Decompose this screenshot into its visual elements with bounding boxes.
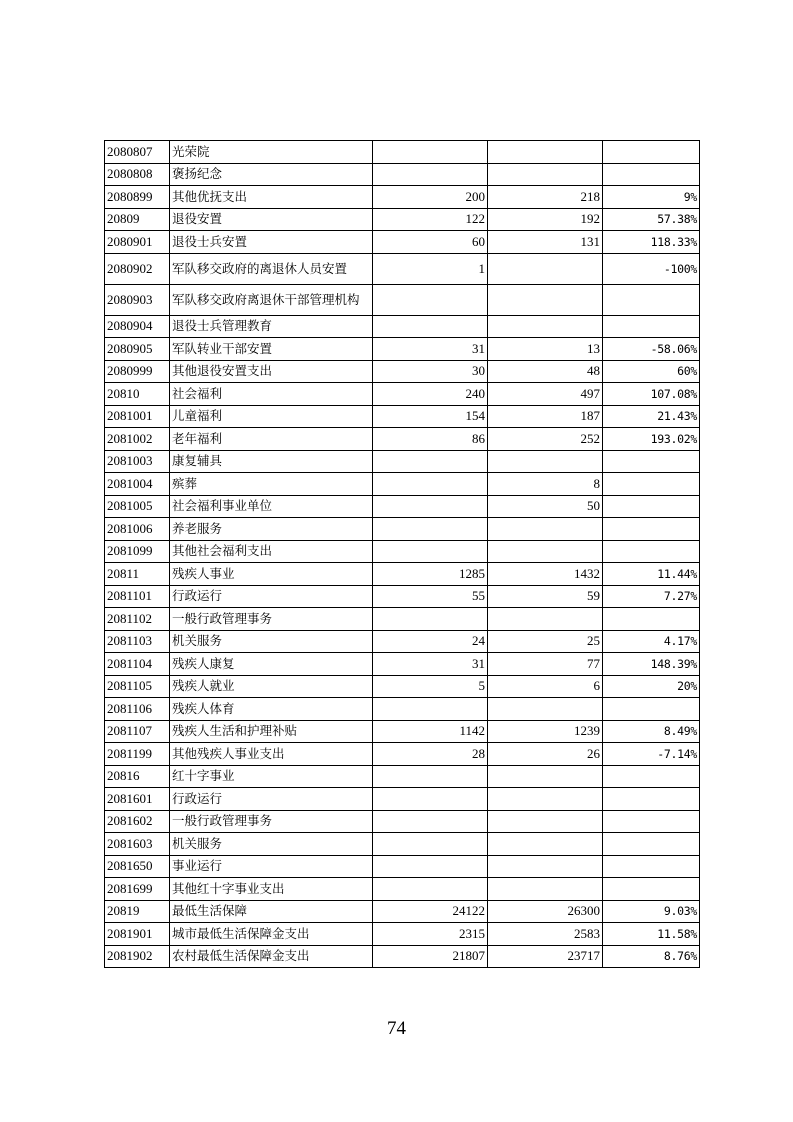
row-value-current: 252: [488, 428, 603, 451]
row-change-percent: -7.14%: [603, 743, 700, 766]
row-value-prior: 24: [373, 630, 488, 653]
row-code: 2080902: [105, 253, 170, 284]
row-code: 2081602: [105, 810, 170, 833]
row-change-percent: [603, 878, 700, 901]
row-change-percent: -58.06%: [603, 338, 700, 361]
row-value-current: [488, 765, 603, 788]
row-name: 红十字事业: [170, 765, 373, 788]
row-change-percent: 4.17%: [603, 630, 700, 653]
row-value-prior: 2315: [373, 923, 488, 946]
row-value-prior: 31: [373, 338, 488, 361]
row-change-percent: 193.02%: [603, 428, 700, 451]
row-name: 社会福利: [170, 383, 373, 406]
row-value-prior: [373, 315, 488, 338]
row-name: 退役士兵管理教育: [170, 315, 373, 338]
table-row: [105, 428, 700, 451]
row-change-percent: [603, 284, 700, 315]
row-value-prior: 200: [373, 186, 488, 209]
row-name: 城市最低生活保障金支出: [170, 923, 373, 946]
row-name: 残疾人生活和护理补贴: [170, 720, 373, 743]
row-value-current: [488, 608, 603, 631]
table-row: [105, 630, 700, 653]
row-change-percent: -100%: [603, 253, 700, 284]
row-value-current: 59: [488, 585, 603, 608]
row-change-percent: 8.76%: [603, 945, 700, 968]
row-value-prior: [373, 810, 488, 833]
row-value-prior: 30: [373, 360, 488, 383]
row-value-current: [488, 878, 603, 901]
row-code: 2081650: [105, 855, 170, 878]
table-row: [105, 253, 700, 284]
table-row: [105, 141, 700, 164]
row-name: 军队移交政府离退休干部管理机构: [170, 284, 373, 315]
table-row: [105, 585, 700, 608]
row-value-prior: [373, 698, 488, 721]
row-value-current: [488, 315, 603, 338]
table-row: [105, 540, 700, 563]
row-code: 2081002: [105, 428, 170, 451]
row-value-current: 187: [488, 405, 603, 428]
table-row: [105, 473, 700, 496]
row-code: 20810: [105, 383, 170, 406]
row-code: 20811: [105, 563, 170, 586]
row-value-prior: 122: [373, 208, 488, 231]
row-name: 行政运行: [170, 585, 373, 608]
table-body: [105, 141, 700, 968]
row-code: 2081902: [105, 945, 170, 968]
row-change-percent: 148.39%: [603, 653, 700, 676]
row-value-current: 497: [488, 383, 603, 406]
row-change-percent: [603, 855, 700, 878]
row-name: 农村最低生活保障金支出: [170, 945, 373, 968]
table-row: [105, 360, 700, 383]
table-row: [105, 788, 700, 811]
table-row: [105, 653, 700, 676]
row-value-prior: [373, 473, 488, 496]
row-code: 2081901: [105, 923, 170, 946]
row-code: 2081199: [105, 743, 170, 766]
row-value-prior: [373, 518, 488, 541]
row-code: 2080904: [105, 315, 170, 338]
row-value-prior: 1285: [373, 563, 488, 586]
row-change-percent: [603, 518, 700, 541]
row-change-percent: 57.38%: [603, 208, 700, 231]
row-value-prior: 21807: [373, 945, 488, 968]
row-name: 其他社会福利支出: [170, 540, 373, 563]
row-value-prior: [373, 878, 488, 901]
row-value-current: [488, 698, 603, 721]
row-change-percent: 8.49%: [603, 720, 700, 743]
row-value-current: 6: [488, 675, 603, 698]
table-row: [105, 855, 700, 878]
row-value-prior: 24122: [373, 900, 488, 923]
row-code: 2081099: [105, 540, 170, 563]
table-row: [105, 675, 700, 698]
row-change-percent: [603, 765, 700, 788]
row-name: 残疾人体育: [170, 698, 373, 721]
row-code: 2080903: [105, 284, 170, 315]
row-name: 行政运行: [170, 788, 373, 811]
row-value-current: 77: [488, 653, 603, 676]
row-code: 2081103: [105, 630, 170, 653]
row-change-percent: 11.44%: [603, 563, 700, 586]
row-change-percent: [603, 833, 700, 856]
row-change-percent: 118.33%: [603, 231, 700, 254]
row-name: 老年福利: [170, 428, 373, 451]
table-row: [105, 743, 700, 766]
row-code: 20816: [105, 765, 170, 788]
row-code: 2081102: [105, 608, 170, 631]
table-row: [105, 383, 700, 406]
row-value-current: [488, 163, 603, 186]
row-value-current: [488, 141, 603, 164]
row-value-prior: 86: [373, 428, 488, 451]
row-code: 2081006: [105, 518, 170, 541]
row-value-current: [488, 855, 603, 878]
row-name: 儿童福利: [170, 405, 373, 428]
table-row: [105, 563, 700, 586]
row-name: 其他残疾人事业支出: [170, 743, 373, 766]
row-value-prior: [373, 141, 488, 164]
row-value-prior: 31: [373, 653, 488, 676]
row-change-percent: [603, 698, 700, 721]
row-value-current: 8: [488, 473, 603, 496]
table-row: [105, 923, 700, 946]
row-code: 2080901: [105, 231, 170, 254]
row-change-percent: [603, 495, 700, 518]
table-row: [105, 338, 700, 361]
row-value-prior: [373, 163, 488, 186]
table-row: [105, 284, 700, 315]
row-value-prior: [373, 450, 488, 473]
table-row: [105, 833, 700, 856]
row-change-percent: 60%: [603, 360, 700, 383]
row-code: 2081005: [105, 495, 170, 518]
row-change-percent: 11.58%: [603, 923, 700, 946]
row-code: 20819: [105, 900, 170, 923]
row-value-prior: 60: [373, 231, 488, 254]
row-name: 机关服务: [170, 833, 373, 856]
row-code: 2081004: [105, 473, 170, 496]
row-value-prior: 154: [373, 405, 488, 428]
row-value-prior: 240: [373, 383, 488, 406]
row-name: 一般行政管理事务: [170, 608, 373, 631]
row-code: 2081107: [105, 720, 170, 743]
row-value-current: 25: [488, 630, 603, 653]
row-code: 2081699: [105, 878, 170, 901]
row-change-percent: [603, 141, 700, 164]
row-value-current: 13: [488, 338, 603, 361]
table-row: [105, 878, 700, 901]
page-number: 74: [387, 1018, 406, 1039]
row-value-current: [488, 810, 603, 833]
row-value-current: 26: [488, 743, 603, 766]
row-change-percent: [603, 450, 700, 473]
row-name: 军队移交政府的离退休人员安置: [170, 253, 373, 284]
row-name: 其他退役安置支出: [170, 360, 373, 383]
row-value-current: 1239: [488, 720, 603, 743]
row-code: 2081603: [105, 833, 170, 856]
table-row: [105, 495, 700, 518]
row-value-prior: [373, 788, 488, 811]
row-name: 军队转业干部安置: [170, 338, 373, 361]
row-change-percent: [603, 608, 700, 631]
row-change-percent: 7.27%: [603, 585, 700, 608]
row-change-percent: 21.43%: [603, 405, 700, 428]
row-name: 光荣院: [170, 141, 373, 164]
row-value-current: [488, 540, 603, 563]
row-value-current: 26300: [488, 900, 603, 923]
row-value-current: 192: [488, 208, 603, 231]
row-change-percent: [603, 788, 700, 811]
row-name: 残疾人事业: [170, 563, 373, 586]
row-name: 事业运行: [170, 855, 373, 878]
row-value-current: 1432: [488, 563, 603, 586]
row-name: 其他优抚支出: [170, 186, 373, 209]
table-row: [105, 163, 700, 186]
row-value-prior: 1142: [373, 720, 488, 743]
table-row: [105, 186, 700, 209]
row-value-prior: [373, 765, 488, 788]
table-row: [105, 720, 700, 743]
row-change-percent: [603, 810, 700, 833]
row-value-prior: 28: [373, 743, 488, 766]
table-row: [105, 810, 700, 833]
row-name: 残疾人康复: [170, 653, 373, 676]
row-value-prior: [373, 833, 488, 856]
row-name: 殡葬: [170, 473, 373, 496]
row-value-prior: 55: [373, 585, 488, 608]
row-value-current: 50: [488, 495, 603, 518]
row-change-percent: [603, 540, 700, 563]
row-value-current: [488, 450, 603, 473]
row-value-prior: [373, 540, 488, 563]
row-code: 2081601: [105, 788, 170, 811]
row-code: 2080905: [105, 338, 170, 361]
table-row: [105, 608, 700, 631]
row-value-current: 48: [488, 360, 603, 383]
row-value-current: [488, 284, 603, 315]
table-row: [105, 405, 700, 428]
row-name: 退役士兵安置: [170, 231, 373, 254]
row-name: 残疾人就业: [170, 675, 373, 698]
row-name: 社会福利事业单位: [170, 495, 373, 518]
row-name: 最低生活保障: [170, 900, 373, 923]
row-code: 2080808: [105, 163, 170, 186]
row-value-current: [488, 788, 603, 811]
row-change-percent: [603, 163, 700, 186]
table-row: [105, 698, 700, 721]
row-value-prior: [373, 855, 488, 878]
row-code: 2081003: [105, 450, 170, 473]
row-value-prior: 5: [373, 675, 488, 698]
table-row: [105, 450, 700, 473]
row-change-percent: 9.03%: [603, 900, 700, 923]
row-code: 2081101: [105, 585, 170, 608]
table-row: [105, 900, 700, 923]
row-value-current: [488, 833, 603, 856]
table-row: [105, 208, 700, 231]
table-row: [105, 315, 700, 338]
row-change-percent: [603, 473, 700, 496]
budget-table: [104, 140, 700, 968]
row-change-percent: 107.08%: [603, 383, 700, 406]
table-row: [105, 945, 700, 968]
row-code: 2080807: [105, 141, 170, 164]
table-row: [105, 765, 700, 788]
row-value-current: 218: [488, 186, 603, 209]
row-name: 褒扬纪念: [170, 163, 373, 186]
row-value-prior: [373, 608, 488, 631]
row-code: 2080999: [105, 360, 170, 383]
row-value-prior: [373, 284, 488, 315]
row-code: 2081106: [105, 698, 170, 721]
row-name: 机关服务: [170, 630, 373, 653]
row-value-prior: 1: [373, 253, 488, 284]
row-code: 20809: [105, 208, 170, 231]
row-code: 2080899: [105, 186, 170, 209]
row-value-current: 131: [488, 231, 603, 254]
row-change-percent: 9%: [603, 186, 700, 209]
row-value-current: 2583: [488, 923, 603, 946]
table-row: [105, 518, 700, 541]
row-change-percent: 20%: [603, 675, 700, 698]
row-value-prior: [373, 495, 488, 518]
row-code: 2081001: [105, 405, 170, 428]
row-value-current: 23717: [488, 945, 603, 968]
row-code: 2081105: [105, 675, 170, 698]
row-name: 养老服务: [170, 518, 373, 541]
row-value-current: [488, 518, 603, 541]
row-name: 一般行政管理事务: [170, 810, 373, 833]
row-value-current: [488, 253, 603, 284]
row-name: 其他红十字事业支出: [170, 878, 373, 901]
table-row: [105, 231, 700, 254]
row-name: 康复辅具: [170, 450, 373, 473]
row-name: 退役安置: [170, 208, 373, 231]
row-change-percent: [603, 315, 700, 338]
row-code: 2081104: [105, 653, 170, 676]
